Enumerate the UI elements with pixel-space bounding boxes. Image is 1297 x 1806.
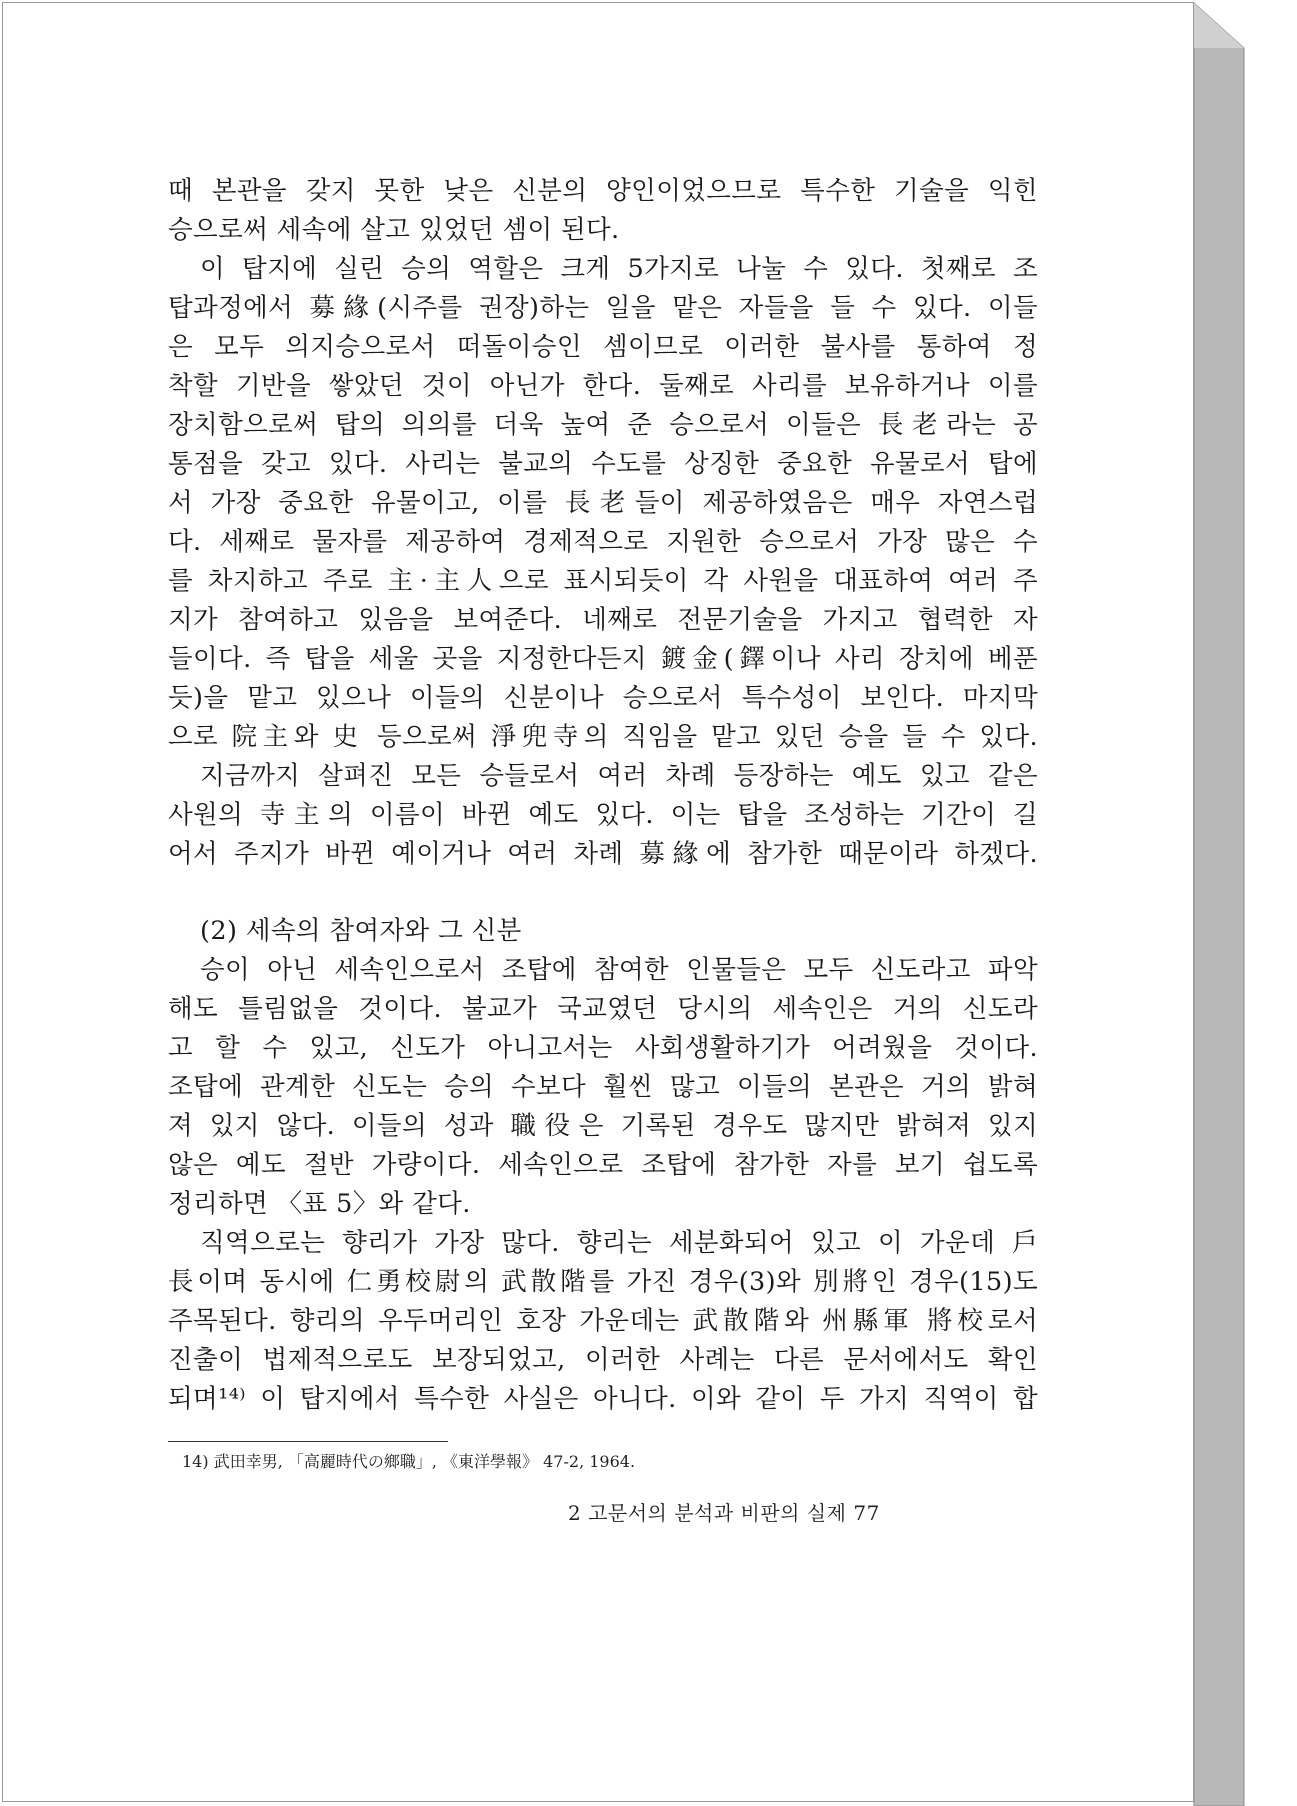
text-line: 않은 예도 절반 가량이다. 세속인으로 조탑에 참가한 자를 보기 쉽도록 bbox=[168, 1150, 1038, 1180]
footnote: 14) 武田幸男, 「高麗時代の鄉職」, 《東洋學報》 47-2, 1964. bbox=[182, 1452, 636, 1471]
text-line: 주목된다. 향리의 우두머리인 호장 가운데는 武散階와 州縣軍 將校로서 bbox=[168, 1306, 1038, 1336]
text-line: 은 모두 의지승으로서 떠돌이승인 셈이므로 이러한 불사를 통하여 정 bbox=[168, 332, 1038, 362]
text-line: 서 가장 중요한 유물이고, 이를 長老들이 제공하였음은 매우 자연스럽 bbox=[168, 488, 1038, 518]
page-footer: 2 고문서의 분석과 비판의 실제 77 bbox=[568, 1501, 880, 1525]
text-line: 탑과정에서 募緣(시주를 권장)하는 일을 맡은 자들을 들 수 있다. 이들 bbox=[168, 293, 1038, 323]
text-line: 져 있지 않다. 이들의 성과 職役은 기록된 경우도 많지만 밝혀져 있지 bbox=[168, 1111, 1038, 1141]
text-line: 직역으로는 향리가 가장 많다. 향리는 세분화되어 있고 이 가운데 戶 bbox=[200, 1228, 1038, 1258]
text-line: 장치함으로써 탑의 의의를 더욱 높여 준 승으로서 이들은 長老라는 공 bbox=[168, 410, 1038, 440]
text-line: 때 본관을 갖지 못한 낮은 신분의 양인이었으므로 특수한 기술을 익힌 bbox=[168, 176, 1038, 206]
text-line: 들이다. 즉 탑을 세울 곳을 지정한다든지 鍍金(鐸이나 사리 장치에 베푼 bbox=[168, 644, 1038, 674]
text-line: 지가 참여하고 있음을 보여준다. 네째로 전문기술을 가지고 협력한 자 bbox=[168, 605, 1038, 635]
text-line: 長이며 동시에 仁勇校尉의 武散階를 가진 경우(3)와 別將인 경우(15)도 bbox=[168, 1267, 1038, 1297]
text-line: 어서 주지가 바뀐 예이거나 여러 차례 募緣에 참가한 때문이라 하겠다. bbox=[168, 839, 1038, 869]
footnote-rule bbox=[168, 1441, 448, 1442]
text-line: 사원의 寺主의 이름이 바뀐 예도 있다. 이는 탑을 조성하는 기간이 길 bbox=[168, 800, 1038, 830]
text-line: 고 할 수 있고, 신도가 아니고서는 사회생활하기가 어려웠을 것이다. bbox=[168, 1033, 1038, 1063]
text-line: 진출이 법제적으로도 보장되었고, 이러한 사례는 다른 문서에서도 확인 bbox=[168, 1345, 1038, 1375]
text-line: 정리하면 〈표 5〉와 같다. bbox=[168, 1189, 471, 1219]
text-line: 이 탑지에 실린 승의 역할은 크게 5가지로 나눌 수 있다. 첫째로 조 bbox=[200, 254, 1038, 284]
text-line: 다. 세째로 물자를 제공하여 경제적으로 지원한 승으로서 가장 많은 수 bbox=[168, 527, 1038, 557]
text-line: 승으로써 세속에 살고 있었던 셈이 된다. bbox=[168, 215, 620, 245]
section-heading: (2) 세속의 참여자와 그 신분 bbox=[200, 916, 522, 946]
body-text bbox=[168, 172, 1038, 1528]
text-line: 해도 틀림없을 것이다. 불교가 국교였던 당시의 세속인은 거의 신도라 bbox=[168, 994, 1038, 1024]
text-line: 통점을 갖고 있다. 사리는 불교의 수도를 상징한 중요한 유물로서 탑에 bbox=[168, 449, 1038, 479]
text-line: 조탑에 관계한 신도는 승의 수보다 훨씬 많고 이들의 본관은 거의 밝혀 bbox=[168, 1072, 1038, 1102]
text-line: 착할 기반을 쌓았던 것이 아닌가 한다. 둘째로 사리를 보유하거나 이를 bbox=[168, 371, 1038, 401]
text-line: 승이 아닌 세속인으로서 조탑에 참여한 인물들은 모두 신도라고 파악 bbox=[200, 955, 1038, 985]
text-line: 를 차지하고 주로 主·主人으로 표시되듯이 각 사원을 대표하여 여러 주 bbox=[168, 566, 1038, 596]
text-line: 으로 院主와 史 등으로써 淨兜寺의 직임을 맡고 있던 승을 들 수 있다. bbox=[168, 722, 1038, 752]
text-line: 지금까지 살펴진 모든 승들로서 여러 차례 등장하는 예도 있고 같은 bbox=[200, 761, 1038, 791]
text-line: 되며¹⁴⁾ 이 탑지에서 특수한 사실은 아니다. 이와 같이 두 가지 직역이 합 bbox=[168, 1384, 1038, 1414]
text-line: 듯)을 맡고 있으나 이들의 신분이나 승으로서 특수성이 보인다. 마지막 bbox=[168, 683, 1038, 713]
